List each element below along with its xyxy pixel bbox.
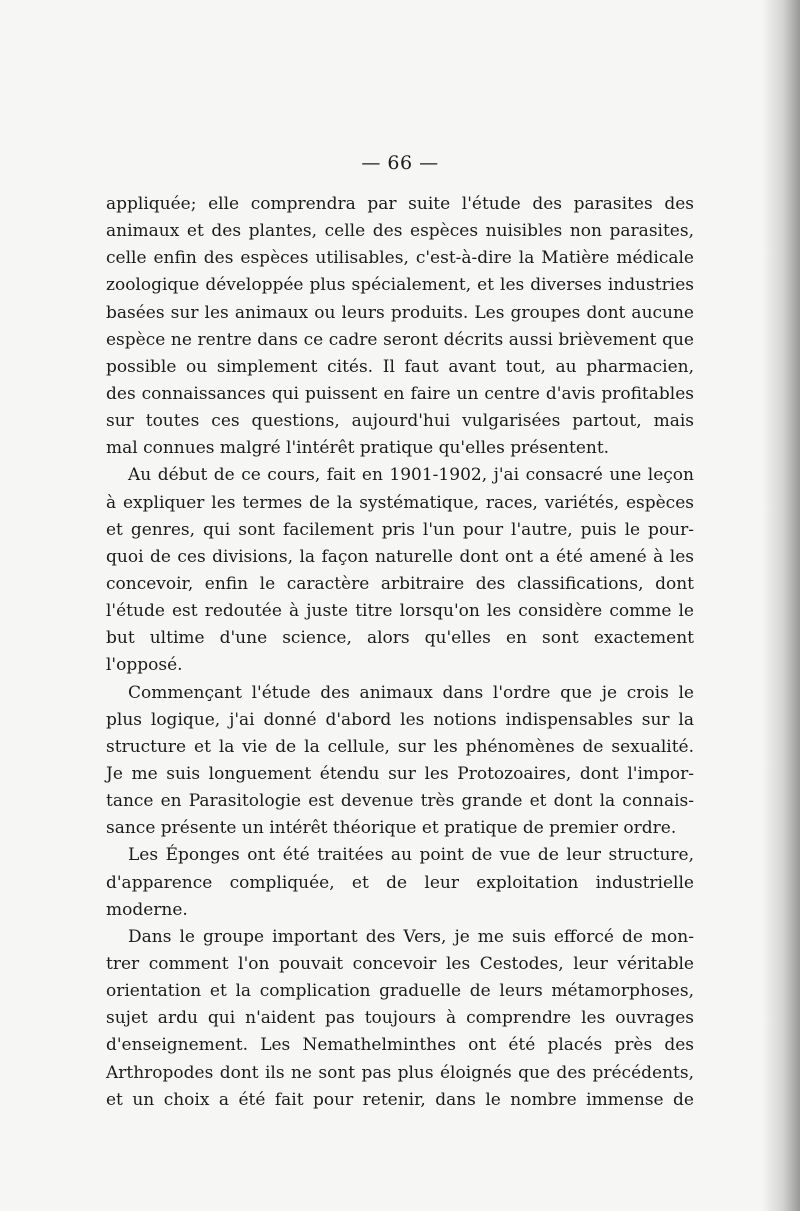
text-line: Commençant l'étude des animaux dans l'ordre que je crois le bbox=[128, 682, 694, 703]
text-line: plus logique, j'ai donné d'abord les notions indispensables sur la bbox=[106, 709, 694, 730]
text-line: zoologique développée plus spécialement, et les diverses industries bbox=[106, 275, 694, 296]
text-line: l'étude est redoutée à juste titre lorsqu'on les considère comme le bbox=[106, 601, 694, 622]
text-line: structure et la vie de la cellule, sur les phénomènes de sexualité. bbox=[106, 736, 694, 757]
text-line: des connaissances qui puissent en faire un centre d'avis profitables bbox=[106, 383, 694, 404]
text-line: espèce ne rentre dans ce cadre seront décrits aussi brièvement que bbox=[106, 329, 694, 350]
text-line: mal connues malgré l'intérêt pratique qu'elles présentent. bbox=[106, 438, 610, 459]
text-line: sujet ardu qui n'aident pas toujours à comprendre les ouvrages bbox=[106, 1008, 694, 1029]
text-line: moderne. bbox=[106, 899, 188, 920]
text-line: et genres, qui sont facilement pris l'un pour l'autre, puis le pour- bbox=[106, 519, 694, 540]
text-line: quoi de ces divisions, la façon naturelle dont ont a été amené à les bbox=[106, 546, 694, 567]
text-line: tance en Parasitologie est devenue très grande et dont la connais- bbox=[106, 791, 694, 812]
text-line: Les Éponges ont été traitées au point de vue de leur structure, bbox=[128, 845, 694, 866]
text-line: sur toutes ces questions, aujourd'hui vulgarisées partout, mais bbox=[106, 411, 694, 432]
text-line: animaux et des plantes, celle des espèces nuisibles non parasites, bbox=[106, 221, 694, 242]
text-line: celle enfin des espèces utilisables, c'est-à-dire la Matière médicale bbox=[106, 248, 694, 269]
page-edge-shadow bbox=[762, 0, 800, 1211]
text-line: et un choix a été fait pour retenir, dans le nombre immense de bbox=[106, 1089, 694, 1110]
text-line: à expliquer les termes de la systématique, races, variétés, espèces bbox=[106, 492, 694, 513]
text-line: trer comment l'on pouvait concevoir les Cestodes, leur véritable bbox=[106, 953, 694, 974]
text-line: appliquée; elle comprendra par suite l'étude des parasites des bbox=[106, 194, 694, 214]
body-text bbox=[106, 191, 694, 1114]
text-line: d'apparence compliquée, et de leur exploitation industrielle bbox=[106, 872, 694, 893]
text-line: but ultime d'une science, alors qu'elles en sont exactement bbox=[106, 628, 694, 649]
text-line: Je me suis longuement étendu sur les Protozoaires, dont l'impor- bbox=[106, 763, 694, 784]
text-line: Dans le groupe important des Vers, je me suis efforcé de mon- bbox=[128, 926, 694, 947]
text-line: l'opposé. bbox=[106, 655, 183, 676]
text-line: d'enseignement. Les Nemathelminthes ont été placés près des bbox=[106, 1035, 694, 1056]
text-line: possible ou simplement cités. Il faut avant tout, au pharmacien, bbox=[106, 356, 694, 377]
text-line: orientation et la complication graduelle de leurs métamorphoses, bbox=[106, 981, 694, 1002]
text-line: Au début de ce cours, fait en 1901-1902, j'ai consacré une leçon bbox=[128, 465, 694, 486]
text-line: sance présente un intérêt théorique et pratique de premier ordre. bbox=[106, 818, 677, 839]
text-line: Arthropodes dont ils ne sont pas plus éloignés que des précédents, bbox=[106, 1062, 694, 1083]
page-number: — 66 — bbox=[361, 152, 439, 174]
text-line: basées sur les animaux ou leurs produits. Les groupes dont aucune bbox=[106, 302, 694, 323]
text-line: concevoir, enfin le caractère arbitraire des classifications, dont bbox=[106, 573, 694, 594]
